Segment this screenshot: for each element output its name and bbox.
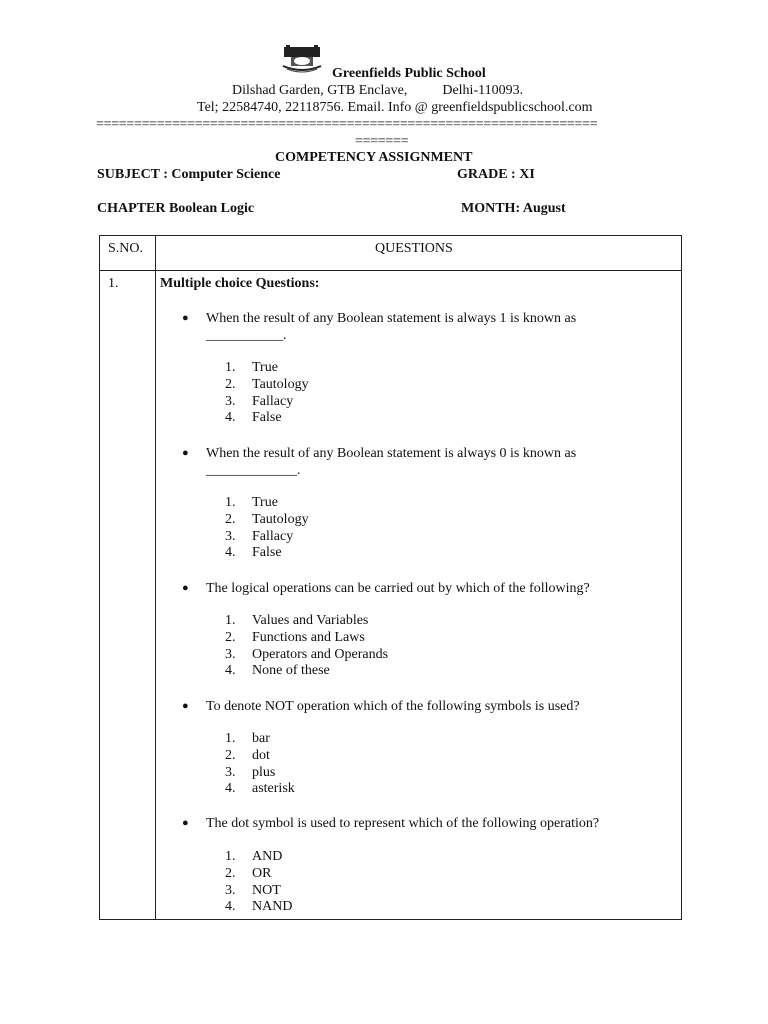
list-item: 1. AND — [225, 849, 283, 864]
row-number: 1. — [108, 276, 119, 291]
questions-table — [99, 235, 682, 920]
list-item: 4. False — [225, 545, 282, 561]
school-crest-icon — [281, 44, 323, 74]
options-list — [225, 613, 388, 680]
options-list — [225, 849, 292, 916]
question-blank: ___________. — [206, 328, 287, 343]
list-item: 3. Fallacy — [225, 393, 294, 409]
question-text: When the result of any Boolean statement is always 1 is known as — [206, 311, 577, 326]
subject-label: SUBJECT : Computer Science — [97, 167, 281, 182]
list-item: 3. plus — [225, 764, 276, 780]
bullet-icon: ● — [182, 700, 189, 712]
bullet-icon: ● — [182, 312, 189, 324]
chapter-label: CHAPTER Boolean Logic — [97, 201, 255, 216]
month-label: MONTH: August — [461, 201, 566, 216]
school-contact: Tel; 22584740, 22118756. Email. Info @ greenfieldspublicschool.com — [197, 100, 593, 115]
list-item: 2. Functions and Laws — [225, 629, 365, 645]
list-item: 1. True — [225, 495, 278, 510]
question-text: To denote NOT operation which of the following symbols is used? — [206, 699, 580, 714]
column-divider — [155, 236, 156, 919]
list-item: 1. Values and Variables — [225, 613, 369, 628]
column-header-questions: QUESTIONS — [375, 241, 453, 256]
school-name: Greenfields Public School — [332, 66, 486, 81]
question-blank: _____________. — [206, 463, 301, 478]
list-item: 4. None of these — [225, 663, 330, 679]
list-item: 3. Operators and Operands — [225, 646, 389, 662]
separator-line-continued: ======= — [355, 134, 409, 149]
options-list — [225, 360, 309, 427]
separator-line: ================================================================== — [96, 117, 598, 132]
bullet-icon: ● — [182, 817, 189, 829]
column-header-sno: S.NO. — [108, 241, 144, 256]
header-divider — [100, 270, 681, 271]
section-title: Multiple choice Questions: — [160, 276, 320, 291]
bullet-icon: ● — [182, 582, 189, 594]
list-item: 1. True — [225, 360, 278, 375]
options-list — [225, 495, 309, 562]
list-item: 3. NOT — [225, 882, 281, 898]
bullet-icon: ● — [182, 447, 189, 459]
options-list — [225, 731, 295, 798]
list-item: 4. NAND — [225, 899, 293, 915]
list-item: 3. Fallacy — [225, 528, 294, 544]
list-item: 4. False — [225, 410, 282, 426]
school-address: Dilshad Garden, GTB Enclave, Delhi-110093. — [232, 83, 524, 98]
list-item: 2. Tautology — [225, 376, 309, 392]
list-item: 1. bar — [225, 731, 270, 746]
list-item: 2. dot — [225, 747, 270, 763]
question-text: The logical operations can be carried out by which of the following? — [206, 581, 590, 596]
document-title: COMPETENCY ASSIGNMENT — [275, 150, 473, 165]
question-text: When the result of any Boolean statement is always 0 is known as — [206, 446, 577, 461]
list-item: 4. asterisk — [225, 781, 295, 797]
list-item: 2. OR — [225, 865, 272, 881]
question-text: The dot symbol is used to represent which of the following operation? — [206, 816, 600, 831]
grade-label: GRADE : XI — [457, 167, 535, 182]
list-item: 2. Tautology — [225, 511, 309, 527]
